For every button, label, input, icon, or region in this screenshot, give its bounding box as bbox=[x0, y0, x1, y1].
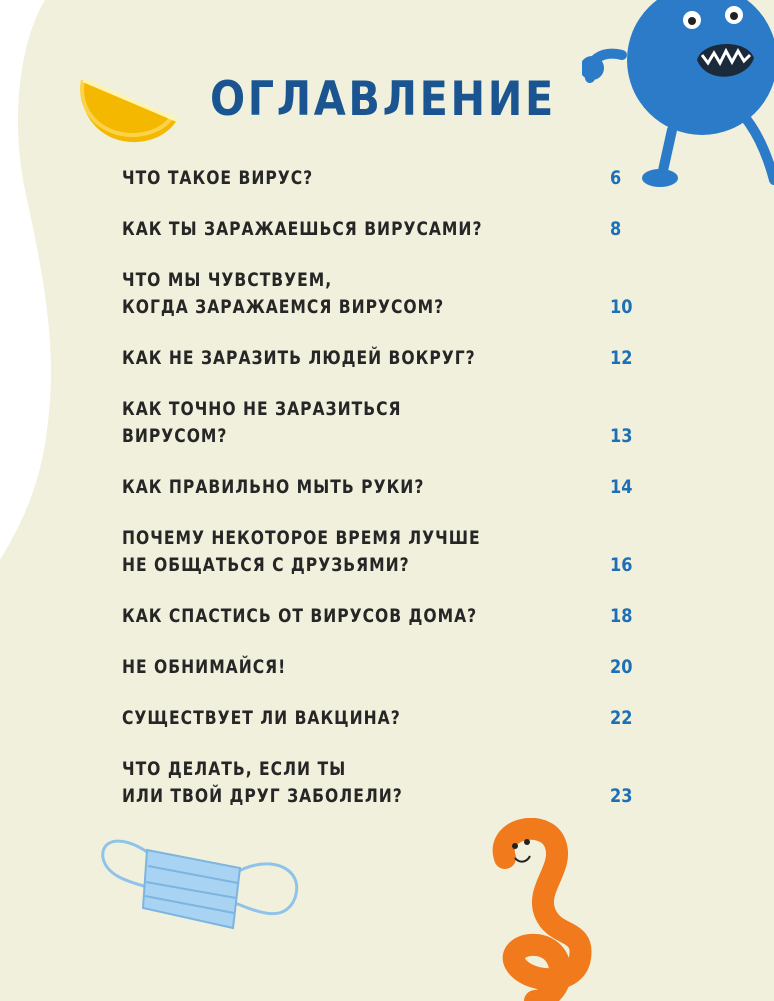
toc-entry-page-number: 16 bbox=[610, 554, 633, 576]
toc-entry bbox=[122, 165, 642, 192]
toc-entry-page-number: 14 bbox=[610, 476, 633, 498]
toc-entry-title: ЧТО ДЕЛАТЬ, ЕСЛИ ТЫ bbox=[122, 758, 347, 780]
toc-entry bbox=[122, 525, 642, 579]
toc-entry-title: КАК ТОЧНО НЕ ЗАРАЗИТЬСЯ bbox=[122, 398, 402, 420]
toc-entry-title: КОГДА ЗАРАЖАЕМСЯ ВИРУСОМ? bbox=[122, 296, 445, 318]
toc-entry-page-number: 12 bbox=[610, 347, 633, 369]
toc-entry-page-number: 23 bbox=[610, 785, 633, 807]
toc-entry-page-number: 18 bbox=[610, 605, 633, 627]
orange-worm-bacteria-icon bbox=[475, 818, 595, 1001]
face-mask-icon bbox=[95, 828, 310, 933]
toc-entry-title: НЕ ОБНИМАЙСЯ! bbox=[122, 656, 287, 678]
toc-entry-title: КАК СПАСТИСЬ ОТ ВИРУСОВ ДОМА? bbox=[122, 605, 478, 627]
lemon-slice-icon bbox=[75, 72, 185, 152]
toc-entry-page-number: 13 bbox=[610, 425, 633, 447]
toc-entry-title: ЧТО МЫ ЧУВСТВУЕМ, bbox=[122, 269, 333, 291]
toc-entry bbox=[122, 603, 642, 630]
page-title: ОГЛАВЛЕНИЕ bbox=[210, 72, 556, 127]
toc-entry-page-number: 8 bbox=[610, 218, 622, 240]
toc-entry bbox=[122, 654, 642, 681]
toc-entry-title: ИЛИ ТВОЙ ДРУГ ЗАБОЛЕЛИ? bbox=[122, 785, 403, 807]
toc-entry-page-number: 22 bbox=[610, 707, 633, 729]
toc-entry-title: ЧТО ТАКОЕ ВИРУС? bbox=[122, 167, 314, 189]
toc-entry bbox=[122, 474, 642, 501]
toc-entry-title: КАК ПРАВИЛЬНО МЫТЬ РУКИ? bbox=[122, 476, 425, 498]
toc-entry-title: КАК НЕ ЗАРАЗИТЬ ЛЮДЕЙ ВОКРУГ? bbox=[122, 347, 476, 369]
toc-entry-title: КАК ТЫ ЗАРАЖАЕШЬСЯ ВИРУСАМИ? bbox=[122, 218, 483, 240]
toc-entry-page-number: 6 bbox=[610, 167, 622, 189]
toc-entry bbox=[122, 756, 642, 810]
toc-entry bbox=[122, 396, 642, 450]
toc-entry-page-number: 20 bbox=[610, 656, 633, 678]
toc-entry-title: СУЩЕСТВУЕТ ЛИ ВАКЦИНА? bbox=[122, 707, 401, 729]
toc-entry bbox=[122, 267, 642, 321]
toc-entry-title: ПОЧЕМУ НЕКОТОРОЕ ВРЕМЯ ЛУЧШЕ bbox=[122, 527, 481, 549]
toc-entry bbox=[122, 345, 642, 372]
toc-entry-page-number: 10 bbox=[610, 296, 633, 318]
toc-entry bbox=[122, 216, 642, 243]
toc-entry-title: ВИРУСОМ? bbox=[122, 425, 228, 447]
toc-entry-title: НЕ ОБЩАТЬСЯ С ДРУЗЬЯМИ? bbox=[122, 554, 410, 576]
toc-entry bbox=[122, 705, 642, 732]
